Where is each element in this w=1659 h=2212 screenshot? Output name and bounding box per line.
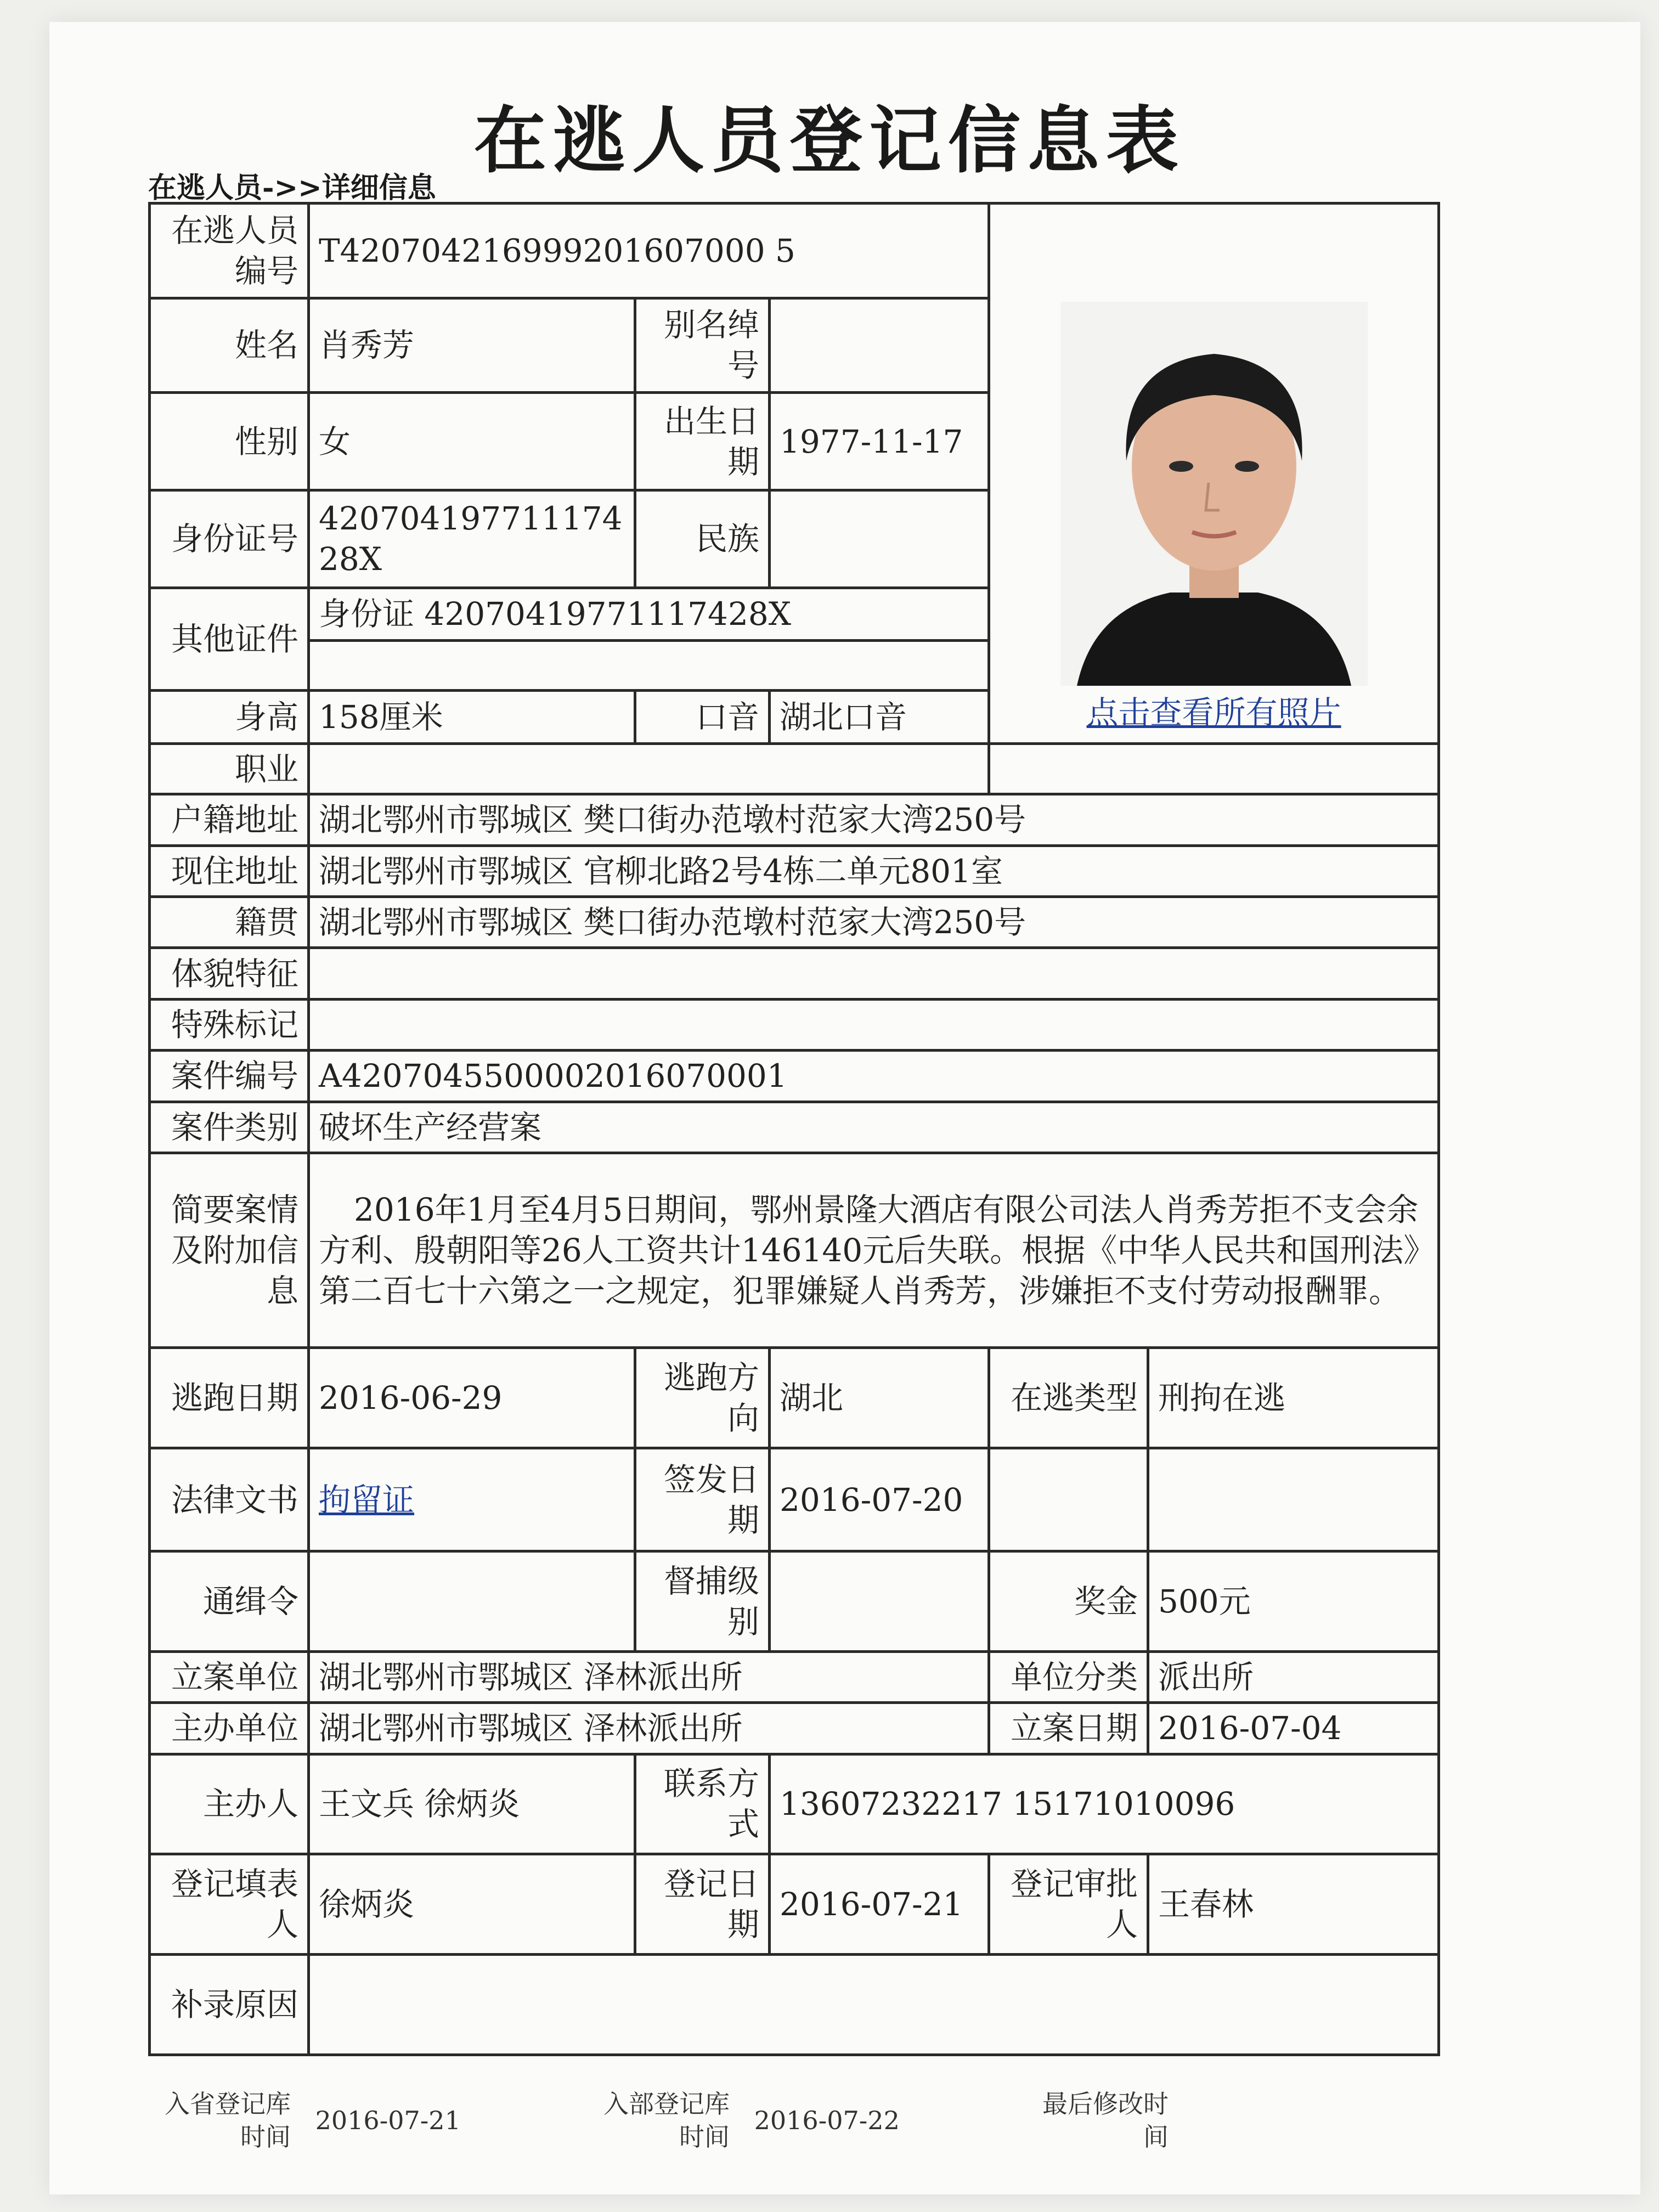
registrar-label: 登记填表人 bbox=[150, 1854, 309, 1955]
case-type-value: 破坏生产经营案 bbox=[309, 1102, 1439, 1153]
supp-label: 补录原因 bbox=[150, 1955, 309, 2055]
marks-label: 特殊标记 bbox=[150, 999, 309, 1050]
reward-label: 奖金 bbox=[989, 1551, 1148, 1651]
table-row bbox=[150, 845, 1439, 896]
officer-label: 主办人 bbox=[150, 1754, 309, 1854]
table-row bbox=[150, 948, 1439, 999]
name-label: 姓名 bbox=[150, 298, 309, 393]
legal-doc-label: 法律文书 bbox=[150, 1448, 309, 1551]
other-id-label: 其他证件 bbox=[150, 588, 309, 691]
registrar-value: 徐炳炎 bbox=[309, 1854, 635, 1955]
unit-class-value: 派出所 bbox=[1148, 1651, 1439, 1702]
table-row bbox=[150, 1448, 1439, 1551]
id-value: 42070419771117428X bbox=[309, 490, 635, 588]
legal-doc-cell bbox=[309, 1448, 635, 1551]
alias-value bbox=[770, 298, 989, 393]
ministry-label: 入部登记库时间 bbox=[603, 2089, 730, 2152]
arrest-level-label: 督捕级别 bbox=[635, 1551, 770, 1651]
prov-date: 2016-07-21 bbox=[315, 2106, 461, 2135]
footer-prov bbox=[148, 2087, 461, 2153]
unit-class-label: 单位分类 bbox=[989, 1651, 1148, 1702]
case-no-value: A4207045500002016070001 bbox=[309, 1051, 1439, 1102]
ethnicity-label: 民族 bbox=[635, 490, 770, 588]
filing-unit-label: 立案单位 bbox=[150, 1651, 309, 1702]
dob-value: 1977-11-17 bbox=[770, 393, 989, 490]
gender-label: 性别 bbox=[150, 393, 309, 490]
ministry-date: 2016-07-22 bbox=[754, 2106, 900, 2135]
filing-unit-value: 湖北鄂州市鄂城区 泽林派出所 bbox=[309, 1651, 989, 1702]
features-label: 体貌特征 bbox=[150, 948, 309, 999]
flee-dir-label: 逃跑方向 bbox=[635, 1348, 770, 1448]
view-all-photos-link[interactable]: 点击查看所有照片 bbox=[1086, 693, 1341, 731]
blank-cell bbox=[989, 1448, 1148, 1551]
marks-value bbox=[309, 999, 1439, 1050]
legal-doc-link[interactable]: 拘留证 bbox=[319, 1481, 415, 1519]
residence-label: 现住地址 bbox=[150, 845, 309, 896]
reg-date-label: 登记日期 bbox=[635, 1854, 770, 1955]
fugitive-no-label: 在逃人员编号 bbox=[150, 204, 309, 298]
wanted-label: 通缉令 bbox=[150, 1551, 309, 1651]
filing-date-value: 2016-07-04 bbox=[1148, 1703, 1439, 1754]
table-row bbox=[150, 204, 1439, 298]
table-row bbox=[150, 897, 1439, 948]
case-no-label: 案件编号 bbox=[150, 1051, 309, 1102]
table-row bbox=[150, 1754, 1439, 1854]
residence-value: 湖北鄂州市鄂城区 官柳北路2号4栋二单元801室 bbox=[309, 845, 1439, 896]
supp-value bbox=[309, 1955, 1439, 2055]
alias-label: 别名绰号 bbox=[635, 298, 770, 393]
table-row bbox=[150, 999, 1439, 1050]
gender-value: 女 bbox=[309, 393, 635, 490]
flee-dir-value: 湖北 bbox=[770, 1348, 989, 1448]
prov-label: 入省登记库时间 bbox=[165, 2089, 291, 2152]
blank-cell bbox=[989, 743, 1439, 794]
height-value: 158厘米 bbox=[309, 691, 635, 743]
photo-cell bbox=[989, 204, 1439, 744]
flee-type-value: 刑拘在逃 bbox=[1148, 1348, 1439, 1448]
table-row bbox=[150, 794, 1439, 845]
host-unit-label: 主办单位 bbox=[150, 1703, 309, 1754]
accent-value: 湖北口音 bbox=[770, 691, 989, 743]
name-value: 肖秀芳 bbox=[309, 298, 635, 393]
table-row bbox=[150, 1854, 1439, 1955]
height-label: 身高 bbox=[150, 691, 309, 743]
fugitive-info-table bbox=[148, 202, 1440, 2056]
approver-label: 登记审批人 bbox=[989, 1854, 1148, 1955]
table-row bbox=[150, 1051, 1439, 1102]
blank-cell bbox=[1148, 1448, 1439, 1551]
issue-date-label: 签发日期 bbox=[635, 1448, 770, 1551]
wanted-value bbox=[309, 1551, 635, 1651]
issue-date-value: 2016-07-20 bbox=[770, 1448, 989, 1551]
footer-ministry bbox=[587, 2087, 900, 2153]
table-row bbox=[150, 1348, 1439, 1448]
table-row bbox=[150, 1955, 1439, 2055]
features-value bbox=[309, 948, 1439, 999]
host-unit-value: 湖北鄂州市鄂城区 泽林派出所 bbox=[309, 1703, 989, 1754]
approver-value: 王春林 bbox=[1148, 1854, 1439, 1955]
summary-label: 简要案情及附加信息 bbox=[150, 1153, 309, 1348]
reg-date-value: 2016-07-21 bbox=[770, 1854, 989, 1955]
case-type-label: 案件类别 bbox=[150, 1102, 309, 1153]
flee-type-label: 在逃类型 bbox=[989, 1348, 1148, 1448]
modified-label: 最后修改时间 bbox=[1042, 2089, 1169, 2152]
contact-value: 13607232217 15171010096 bbox=[770, 1754, 1439, 1854]
footer-timestamps bbox=[148, 2087, 1437, 2186]
breadcrumb[interactable]: 在逃人员->>详细信息 bbox=[148, 171, 436, 205]
table-row bbox=[150, 743, 1439, 794]
flee-date-value: 2016-06-29 bbox=[309, 1348, 635, 1448]
accent-label: 口音 bbox=[635, 691, 770, 743]
household-label: 户籍地址 bbox=[150, 794, 309, 845]
officer-value: 王文兵 徐炳炎 bbox=[309, 1754, 635, 1854]
table-row bbox=[150, 1551, 1439, 1651]
occupation-label: 职业 bbox=[150, 743, 309, 794]
occupation-value bbox=[309, 743, 989, 794]
household-value: 湖北鄂州市鄂城区 樊口街办范墩村范家大湾250号 bbox=[309, 794, 1439, 845]
table-row bbox=[150, 1651, 1439, 1702]
other-id-value-2 bbox=[309, 640, 989, 690]
table-row bbox=[150, 1703, 1439, 1754]
dob-label: 出生日期 bbox=[635, 393, 770, 490]
native-value: 湖北鄂州市鄂城区 樊口街办范墩村范家大湾250号 bbox=[309, 897, 1439, 948]
flee-date-label: 逃跑日期 bbox=[150, 1348, 309, 1448]
ethnicity-value bbox=[770, 490, 989, 588]
table-row bbox=[150, 1153, 1439, 1348]
other-id-value: 身份证 42070419771117428X bbox=[309, 588, 989, 640]
page-title: 在逃人员登记信息表 bbox=[474, 98, 1185, 183]
id-label: 身份证号 bbox=[150, 490, 309, 588]
footer-modified bbox=[1026, 2087, 1193, 2153]
filing-date-label: 立案日期 bbox=[989, 1703, 1148, 1754]
table-row bbox=[150, 1102, 1439, 1153]
reward-value: 500元 bbox=[1148, 1551, 1439, 1651]
arrest-level-value bbox=[770, 1551, 989, 1651]
fugitive-no-value: T420704216999201607000 5 bbox=[309, 204, 989, 298]
contact-label: 联系方式 bbox=[635, 1754, 770, 1854]
portrait-photo[interactable] bbox=[1060, 302, 1368, 686]
native-label: 籍贯 bbox=[150, 897, 309, 948]
summary-value: 2016年1月至4月5日期间，鄂州景隆大酒店有限公司法人肖秀芳拒不支会余方利、殷朝阳等26人工资共计146140元后失联。根据《中华人民共和国刑法》第二百七十六第之一之规定，犯罪嫌疑人肖秀芳，涉嫌拒不支付劳动报酬罪。 bbox=[309, 1153, 1439, 1348]
